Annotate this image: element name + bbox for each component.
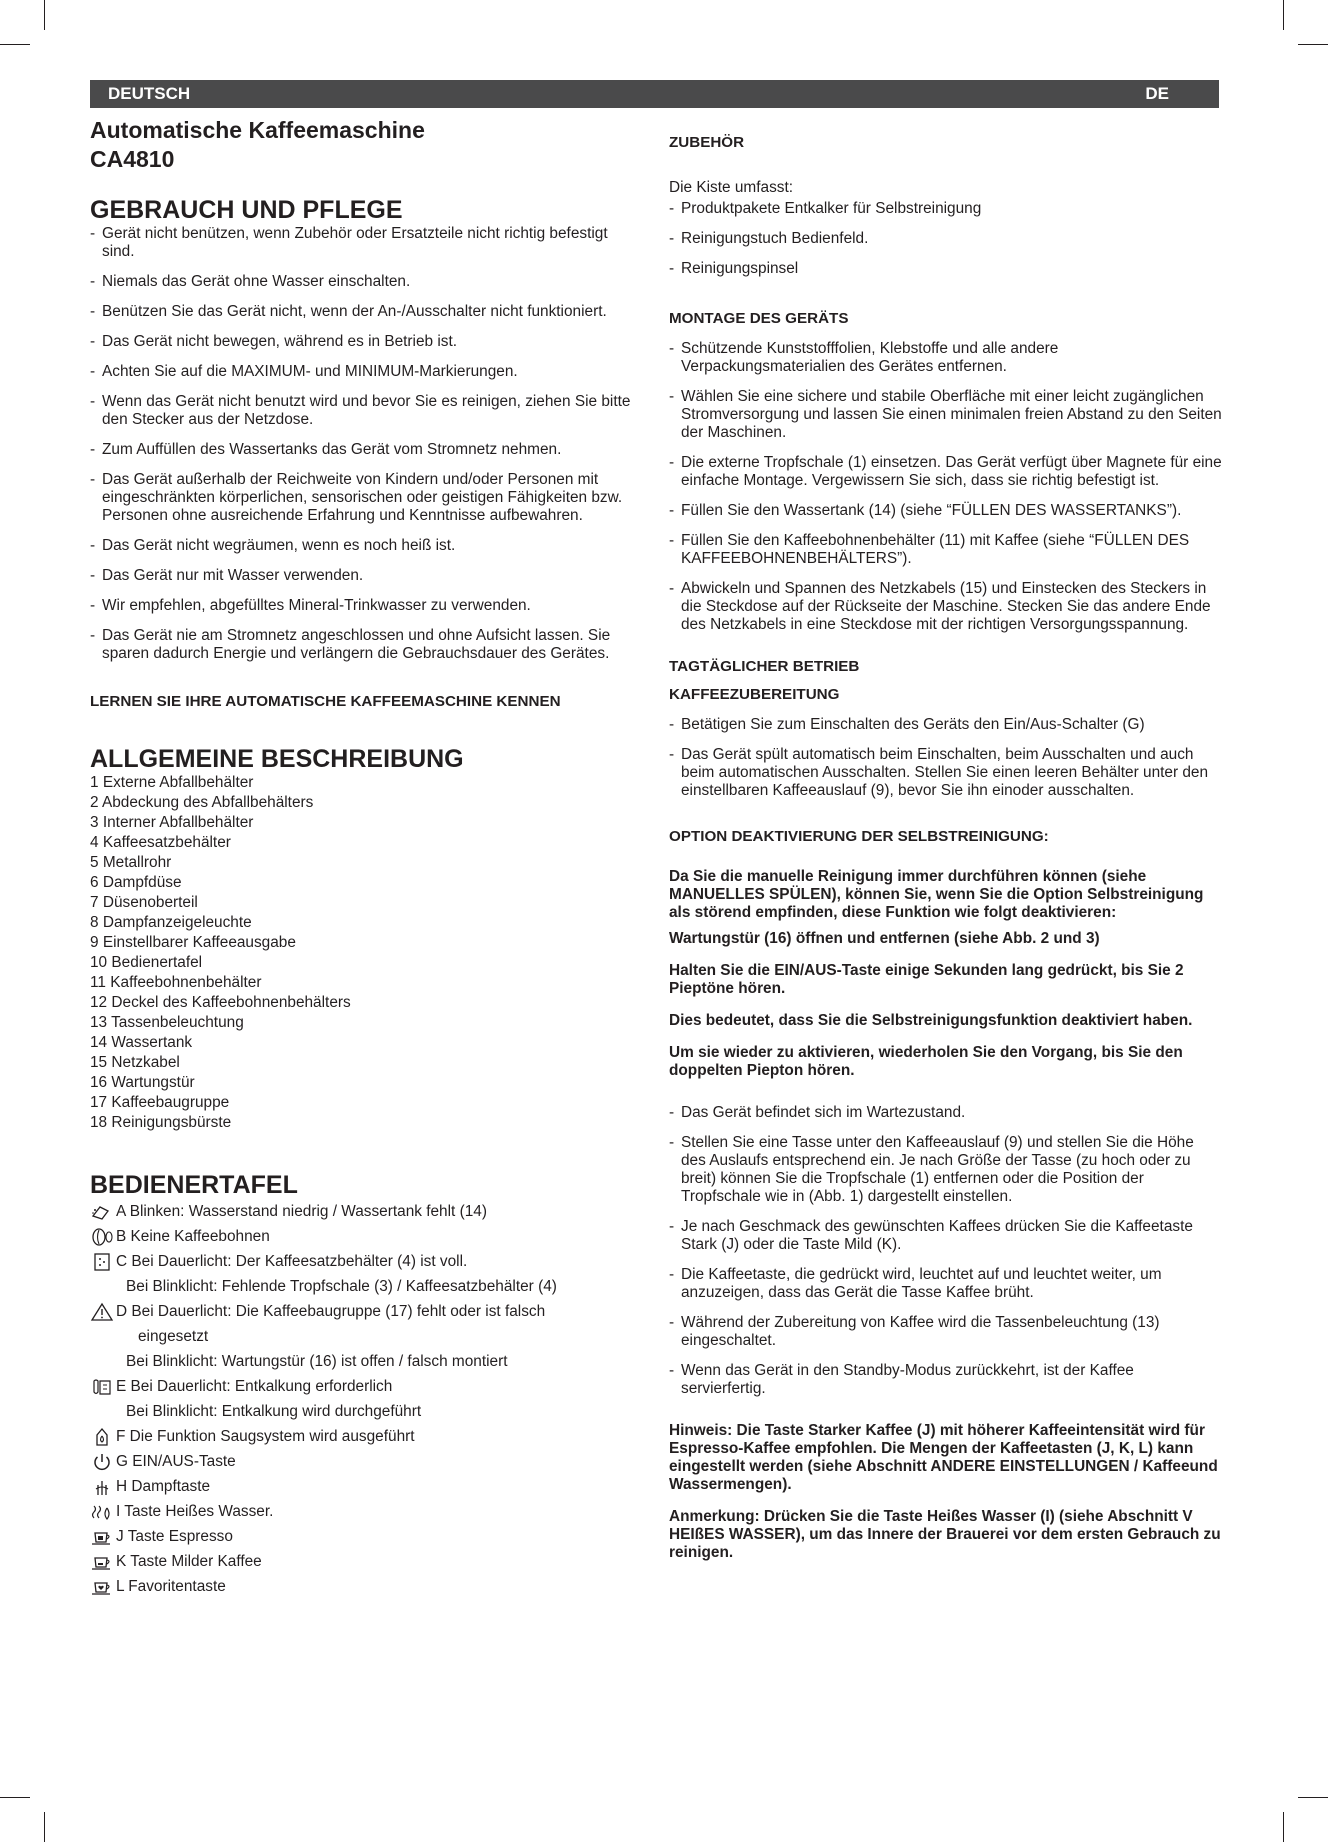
legend-text: J Taste Espresso bbox=[116, 1527, 233, 1545]
crop-mark bbox=[0, 44, 30, 45]
legend-row-f bbox=[90, 1424, 640, 1449]
legend-row-b bbox=[90, 1224, 640, 1249]
section-heading-allgemein: ALLGEMEINE BESCHREIBUNG bbox=[90, 745, 464, 773]
list-item: 9 Einstellbarer Kaffeeausgabe bbox=[90, 934, 296, 951]
legend-row-e bbox=[90, 1374, 640, 1399]
list-item: - Achten Sie auf die MAXIMUM- und MINIMUM-Markierungen. bbox=[90, 363, 640, 381]
section-heading-betrieb: TAGTÄGLICHER BETRIEB bbox=[669, 658, 860, 675]
section-heading-gebrauch: GEBRAUCH UND PFLEGE bbox=[90, 196, 403, 224]
crop-mark bbox=[44, 0, 45, 30]
list-item: - Das Gerät nicht bewegen, während es in Betrieb ist. bbox=[90, 333, 640, 351]
list-item: 13 Tassenbeleuchtung bbox=[90, 1014, 244, 1031]
legend-subtext: Bei Blinklicht: Wartungstür (16) ist offen / falsch montiert bbox=[126, 1353, 508, 1370]
warning-icon bbox=[90, 1302, 114, 1322]
zubehoer-intro: Die Kiste umfasst: bbox=[669, 179, 794, 196]
list-item: 1 Externe Abfallbehälter bbox=[90, 774, 254, 791]
hot-water-icon bbox=[90, 1502, 114, 1522]
list-item: - Zum Auffüllen des Wassertanks das Gerät vom Stromnetz nehmen. bbox=[90, 441, 640, 459]
legend-row-h bbox=[90, 1474, 640, 1499]
title-line-1: Automatische Kaffeemaschine bbox=[90, 117, 425, 143]
option-paragraph: Um sie wieder zu aktivieren, wiederholen Sie den Vorgang, bis Sie den doppelten Piepton hören. bbox=[669, 1044, 1183, 1079]
ablauf-list bbox=[669, 1104, 1222, 1398]
legend-subtext: Bei Blinklicht: Entkalkung wird durchgeführt bbox=[126, 1403, 422, 1420]
legend-row-c bbox=[90, 1249, 640, 1274]
list-item: - Das Gerät nur mit Wasser verwenden. bbox=[90, 567, 640, 585]
list-item: 2 Abdeckung des Abfallbehälters bbox=[90, 794, 314, 811]
language-label: DEUTSCH bbox=[108, 84, 191, 103]
anmerkung-paragraph: Anmerkung: Drücken Sie die Taste Heißes Wasser (I) (siehe Abschnitt V HEIßES WASSER), um das Innere der Brauerei vor dem ersten Gebrauch zu reinigen. bbox=[669, 1508, 1221, 1561]
section-heading-zubehoer: ZUBEHÖR bbox=[669, 134, 745, 151]
parts-list bbox=[90, 773, 640, 1133]
coffee-bean-icon bbox=[90, 1227, 114, 1247]
section-heading-bedienertafel: BEDIENERTAFEL bbox=[90, 1171, 298, 1199]
list-item: - Stellen Sie eine Tasse unter den Kaffeeauslauf (9) und stellen Sie die Höhe des Auslaufs entsprechend ein. Je nach Größe der Tasse (zu hoch oder zu breit) können Sie die Tropfschale (1) entfernen oder die Position der Tropfschale wie in (Abb. 1) dargestellt einstellen. bbox=[669, 1134, 1222, 1206]
gebrauch-list bbox=[90, 225, 640, 663]
right-column bbox=[669, 134, 1222, 1562]
suction-system-icon bbox=[90, 1427, 114, 1447]
legend-subtext: eingesetzt bbox=[138, 1328, 209, 1345]
legend-row-a bbox=[90, 1199, 640, 1224]
section-heading-lernen: LERNEN SIE IHRE AUTOMATISCHE KAFFEEMASCHINE KENNEN bbox=[90, 693, 561, 710]
list-item: - Füllen Sie den Wassertank (14) (siehe “FÜLLEN DES WASSERTANKS”). bbox=[669, 502, 1222, 520]
hinweis-paragraph: Hinweis: Die Taste Starker Kaffee (J) mit höherer Kaffeeintensität wird für Espresso-Kaffee empfohlen. Die Mengen der Kaffeetasten (J, K, L) kann eingestellt werden (siehe Abschnitt ANDERE EINSTELLUNGEN / Kaffeeund Wassermengen). bbox=[669, 1422, 1218, 1493]
legend-row-l bbox=[90, 1574, 640, 1599]
list-item: 6 Dampfdüse bbox=[90, 874, 182, 891]
list-item: 16 Wartungstür bbox=[90, 1074, 195, 1091]
list-item: - Das Gerät nie am Stromnetz angeschlossen und ohne Aufsicht lassen. Sie sparen dadurch Energie und verlängern die Gebrauchsdauer des Gerätes. bbox=[90, 627, 640, 663]
legend-text: F Die Funktion Saugsystem wird ausgeführt bbox=[116, 1427, 415, 1445]
list-item: - Benützen Sie das Gerät nicht, wenn der An-/Ausschalter nicht funktioniert. bbox=[90, 303, 640, 321]
list-item: - Die Kaffeetaste, die gedrückt wird, leuchtet auf und leuchtet weiter, um anzuzeigen, dass das Gerät die Tasse Kaffee brüht. bbox=[669, 1266, 1222, 1302]
section-heading-option: OPTION DEAKTIVIERUNG DER SELBSTREINIGUNG: bbox=[669, 828, 1049, 845]
list-item: - Wenn das Gerät in den Standby-Modus zurückkehrt, ist der Kaffee servierfertig. bbox=[669, 1362, 1222, 1398]
list-item: - Das Gerät befindet sich im Wartezustand. bbox=[669, 1104, 1222, 1122]
legend-row-i bbox=[90, 1499, 640, 1524]
legend-row-d bbox=[90, 1299, 640, 1324]
zubehoer-list bbox=[669, 200, 1222, 278]
legend-text: G EIN/AUS-Taste bbox=[116, 1452, 236, 1470]
legend-text: D Bei Dauerlicht: Die Kaffeebaugruppe (17) fehlt oder ist falsch bbox=[116, 1302, 546, 1320]
espresso-cup-icon bbox=[90, 1527, 114, 1547]
list-item: - Das Gerät außerhalb der Reichweite von Kindern und/oder Personen mit eingeschränkten körperlichen, sensorischen oder geistigen Fähigkeiten bzw. Personen ohne ausreichende Erfahrung und Kenntnisse aufbewahren. bbox=[90, 471, 640, 525]
list-item: 17 Kaffeebaugruppe bbox=[90, 1094, 230, 1111]
document-title bbox=[90, 116, 640, 174]
list-item: - Wir empfehlen, abgefülltes Mineral-Trinkwasser zu verwenden. bbox=[90, 597, 640, 615]
left-column bbox=[90, 116, 640, 1599]
list-item: - Die externe Tropfschale (1) einsetzen. Das Gerät verfügt über Magnete für eine einfache Montage. Vergewissern Sie sich, dass sie richtig befestigt ist. bbox=[669, 454, 1222, 490]
option-paragraph: Halten Sie die EIN/AUS-Taste einige Sekunden lang gedrückt, bis Sie 2 Pieptöne hören. bbox=[669, 962, 1184, 997]
list-item: - Niemals das Gerät ohne Wasser einschalten. bbox=[90, 273, 640, 291]
option-paragraph: Da Sie die manuelle Reinigung immer durchführen können (siehe MANUELLES SPÜLEN), können Sie, wenn Sie die Option Selbstreinigung als störend empfinden, diese Funktion wie folgt deaktivieren: bbox=[669, 868, 1204, 921]
legend-subtext: Bei Blinklicht: Fehlende Tropfschale (3) / Kaffeesatzbehälter (4) bbox=[126, 1278, 557, 1295]
list-item: - Füllen Sie den Kaffeebohnenbehälter (11) mit Kaffee (siehe “FÜLLEN DES KAFFEEBOHNENBEHÄLTERS”). bbox=[669, 532, 1222, 568]
legend-row-k bbox=[90, 1549, 640, 1574]
language-banner bbox=[90, 80, 1219, 108]
crop-mark bbox=[1283, 0, 1284, 30]
legend-text: E Bei Dauerlicht: Entkalkung erforderlich bbox=[116, 1377, 393, 1395]
legend-text: I Taste Heißes Wasser. bbox=[116, 1502, 274, 1520]
list-item: - Während der Zubereitung von Kaffee wird die Tassenbeleuchtung (13) eingeschaltet. bbox=[669, 1314, 1222, 1350]
crop-mark bbox=[1283, 1812, 1284, 1842]
list-item: 3 Interner Abfallbehälter bbox=[90, 814, 254, 831]
control-panel-legend bbox=[90, 1199, 640, 1599]
list-item: 18 Reinigungsbürste bbox=[90, 1114, 232, 1131]
list-item: 15 Netzkabel bbox=[90, 1054, 180, 1071]
option-paragraph: Wartungstür (16) öffnen und entfernen (siehe Abb. 2 und 3) bbox=[669, 930, 1100, 947]
legend-row-g bbox=[90, 1449, 640, 1474]
grounds-container-icon bbox=[90, 1252, 114, 1272]
list-item: - Das Gerät spült automatisch beim Einschalten, beim Ausschalten und auch beim automatischen Ausschalten. Stellen Sie einen leeren Behälter unter den einstellbaren Kaffeeauslauf (9), bevor Sie ihn einoder ausschalten. bbox=[669, 746, 1222, 800]
water-tank-icon bbox=[90, 1202, 114, 1222]
legend-text: A Blinken: Wasserstand niedrig / Wassertank fehlt (14) bbox=[116, 1202, 487, 1220]
list-item: - Schützende Kunststofffolien, Klebstoffe und alle andere Verpackungsmaterialien des Gerätes entfernen. bbox=[669, 340, 1222, 376]
title-line-2: CA4810 bbox=[90, 146, 175, 172]
betrieb-list bbox=[669, 716, 1222, 800]
legend-text: B Keine Kaffeebohnen bbox=[116, 1227, 270, 1245]
list-item: - Gerät nicht benützen, wenn Zubehör oder Ersatzteile nicht richtig befestigt sind. bbox=[90, 225, 640, 261]
option-paragraph: Dies bedeutet, dass Sie die Selbstreinigungsfunktion deaktiviert haben. bbox=[669, 1012, 1193, 1029]
list-item: - Produktpakete Entkalker für Selbstreinigung bbox=[669, 200, 1222, 218]
legend-text: L Favoritentaste bbox=[116, 1577, 226, 1595]
legend-row-j bbox=[90, 1524, 640, 1549]
language-code: DE bbox=[1145, 84, 1169, 103]
list-item: - Reinigungspinsel bbox=[669, 260, 1222, 278]
list-item: 5 Metallrohr bbox=[90, 854, 172, 871]
crop-mark bbox=[44, 1812, 45, 1842]
list-item: - Je nach Geschmack des gewünschten Kaffees drücken Sie die Kaffeetaste Stark (J) oder die Taste Mild (K). bbox=[669, 1218, 1222, 1254]
crop-mark bbox=[1298, 1797, 1328, 1798]
list-item: 7 Düsenoberteil bbox=[90, 894, 198, 911]
list-item: 11 Kaffeebohnenbehälter bbox=[90, 974, 262, 991]
list-item: - Wählen Sie eine sichere und stabile Oberfläche mit einer leicht zugänglichen Stromversorgung und lassen Sie einen minimalen freien Abstand zu den Seiten der Maschinen. bbox=[669, 388, 1222, 442]
list-item: - Wenn das Gerät nicht benutzt wird und bevor Sie es reinigen, ziehen Sie bitte den Stecker aus der Netzdose. bbox=[90, 393, 640, 429]
favorite-cup-icon bbox=[90, 1577, 114, 1597]
list-item: 8 Dampfanzeigeleuchte bbox=[90, 914, 252, 931]
mild-coffee-cup-icon bbox=[90, 1552, 114, 1572]
list-item: 4 Kaffeesatzbehälter bbox=[90, 834, 231, 851]
legend-text: K Taste Milder Kaffee bbox=[116, 1552, 262, 1570]
legend-text: H Dampftaste bbox=[116, 1477, 211, 1495]
crop-mark bbox=[1298, 44, 1328, 45]
list-item: 12 Deckel des Kaffeebohnenbehälters bbox=[90, 994, 351, 1011]
list-item: - Das Gerät nicht wegräumen, wenn es noch heiß ist. bbox=[90, 537, 640, 555]
legend-text: C Bei Dauerlicht: Der Kaffeesatzbehälter (4) ist voll. bbox=[116, 1252, 468, 1270]
list-item: - Betätigen Sie zum Einschalten des Geräts den Ein/Aus-Schalter (G) bbox=[669, 716, 1222, 734]
list-item: 14 Wassertank bbox=[90, 1034, 193, 1051]
steam-icon bbox=[90, 1477, 114, 1497]
crop-mark bbox=[0, 1797, 30, 1798]
list-item: - Reinigungstuch Bedienfeld. bbox=[669, 230, 1222, 248]
power-icon bbox=[90, 1452, 114, 1472]
descaling-icon bbox=[90, 1377, 114, 1397]
list-item: 10 Bedienertafel bbox=[90, 954, 203, 971]
montage-list bbox=[669, 340, 1222, 634]
section-heading-montage: MONTAGE DES GERÄTS bbox=[669, 310, 849, 327]
list-item: - Abwickeln und Spannen des Netzkabels (15) und Einstecken des Steckers in die Steckdose auf der Rückseite der Maschine. Stecken Sie das andere Ende des Netzkabels in eine Steckdose mit der richtigen Versorgungsspannung. bbox=[669, 580, 1222, 634]
subheading-kaffeezubereitung: KAFFEEZUBEREITUNG bbox=[669, 686, 840, 703]
